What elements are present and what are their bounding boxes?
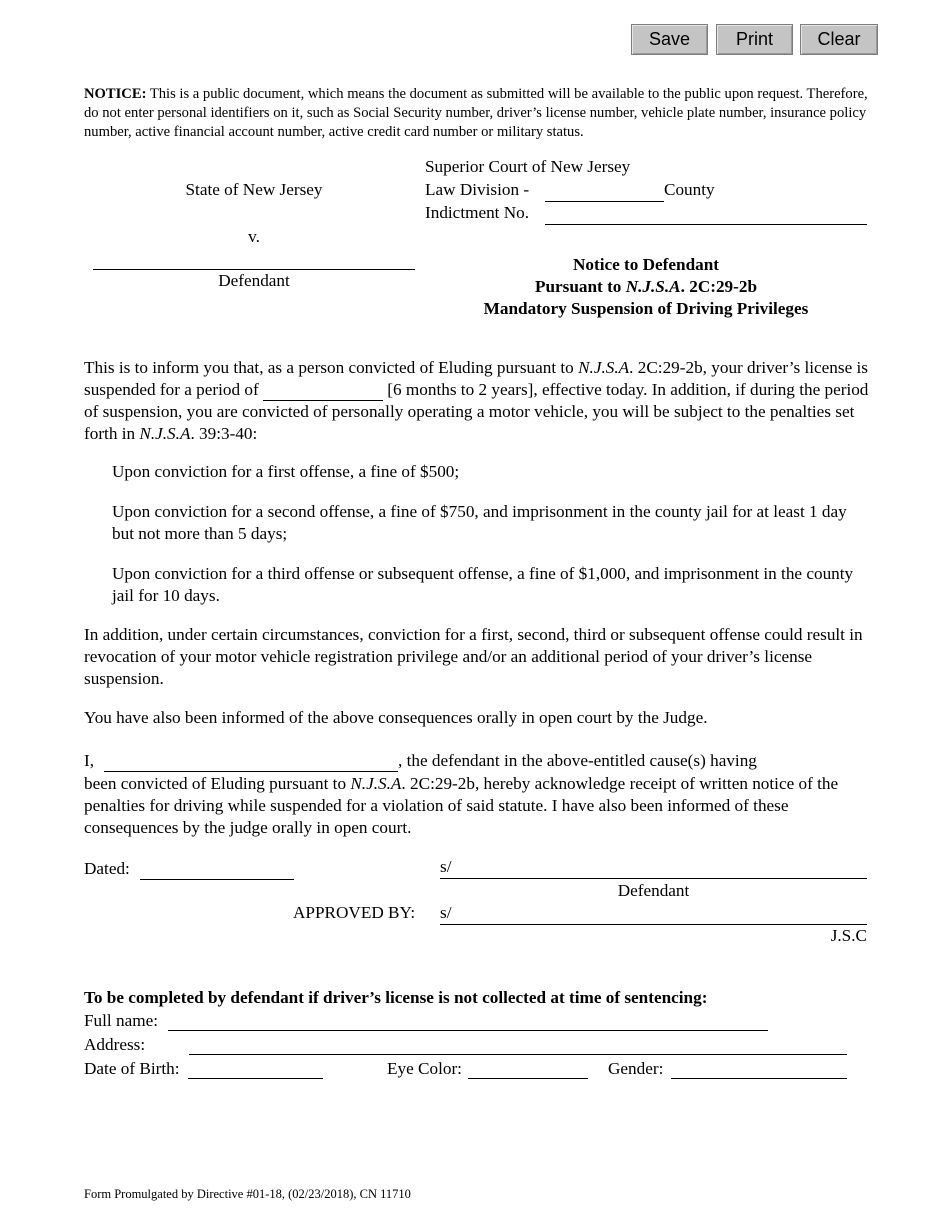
ack-paragraph: been convicted of Eluding pursuant to N.J.S.A. 2C:29-2b, hereby acknowledge receipt of written notice of the penalties for driving while suspended for a violation of said statute. I have also been informed of these consequences by the judge orally in open court. — [84, 774, 839, 837]
judge-signature-prefix: s/ — [440, 903, 452, 922]
eye-color-input[interactable] — [468, 1057, 588, 1079]
suspension-paragraph: This is to inform you that, as a person convicted of Eluding pursuant to N.J.S.A. 2C:29-2b, your driver’s license is suspended for a period of [6 months to 2 years], effective today. In addition, if during the period of suspension, you are convicted of personally operating a motor vehicle, you will be subject to the penalties set forth in N.J.S.A. 39:3-40: — [84, 358, 869, 443]
county-input[interactable] — [545, 180, 664, 202]
suspension-period-input[interactable] — [263, 383, 383, 401]
county-label: County — [664, 180, 715, 199]
statute-title: Pursuant to N.J.S.A. 2C:29-2b — [534, 277, 758, 296]
address-label: Address: — [84, 1035, 146, 1054]
defendant-signature-line — [440, 878, 867, 879]
gender-input[interactable] — [671, 1057, 847, 1079]
offense-second: Upon conviction for a second offense, a fine of $750, and imprisonment in the county jail for at least 1 day but not more than 5 days; — [112, 502, 847, 543]
notice-label: NOTICE: — [84, 86, 147, 102]
dob-label: Date of Birth: — [84, 1059, 180, 1078]
ack-line1: , the defendant in the above-entitled cause(s) having — [398, 751, 757, 770]
law-division-label: Law Division - — [425, 180, 530, 199]
public-notice — [84, 85, 874, 142]
print-button[interactable]: Print — [716, 24, 793, 55]
suspension-title: Mandatory Suspension of Driving Privileges — [483, 299, 809, 318]
indictment-input[interactable] — [545, 203, 867, 225]
eye-color-label: Eye Color: — [387, 1059, 462, 1078]
gender-label: Gender: — [608, 1059, 664, 1078]
revocation-paragraph: In addition, under certain circumstances, conviction for a first, second, third or subsequent offense could result in revocation of your motor vehicle registration privilege and/or an additional period of your driver’s license suspension. — [84, 625, 863, 688]
indictment-label: Indictment No. — [425, 203, 530, 222]
defendant-signature-label: Defendant — [617, 881, 690, 900]
ack-name-input[interactable] — [104, 750, 398, 772]
offense-third: Upon conviction for a third offense or subsequent offense, a fine of $1,000, and imprisonment in the county jail for 10 days. — [112, 564, 854, 605]
versus-label: v. — [248, 227, 260, 246]
full-name-label: Full name: — [84, 1011, 158, 1030]
offense-first: Upon conviction for a first offense, a fine of $500; — [112, 462, 460, 481]
notice-text: This is a public document, which means the document as submitted will be available to the public upon request. Therefore, do not enter personal identifiers on it, such as Social Security number, driver’s license number, vehicle plate number, insurance policy number, active financial account number, active credit card number or military status. — [84, 86, 868, 140]
save-button[interactable]: Save — [631, 24, 708, 55]
approved-by-label: APPROVED BY: — [293, 903, 416, 922]
notice-title: Notice to Defendant — [572, 255, 720, 274]
form-footer: Form Promulgated by Directive #01-18, (02/23/2018), CN 11710 — [84, 1187, 411, 1201]
jsc-label: J.S.C — [830, 926, 867, 945]
full-name-input[interactable] — [168, 1009, 768, 1031]
ack-i-label: I, — [84, 751, 95, 770]
address-input[interactable] — [189, 1033, 847, 1055]
state-label: State of New Jersey — [185, 180, 323, 199]
judge-signature-line — [440, 924, 867, 925]
court-name: Superior Court of New Jersey — [425, 157, 631, 176]
dated-input[interactable] — [140, 858, 294, 880]
completion-heading: To be completed by defendant if driver’s license is not collected at time of sentencing: — [84, 988, 708, 1007]
defendant-label: Defendant — [218, 271, 290, 290]
dob-input[interactable] — [188, 1057, 323, 1079]
defendant-name-input[interactable] — [93, 248, 415, 270]
oral-notice-paragraph: You have also been informed of the above consequences orally in open court by the Judge. — [84, 708, 708, 727]
defendant-signature-prefix: s/ — [440, 857, 452, 876]
clear-button[interactable]: Clear — [800, 24, 878, 55]
dated-label: Dated: — [84, 859, 130, 878]
